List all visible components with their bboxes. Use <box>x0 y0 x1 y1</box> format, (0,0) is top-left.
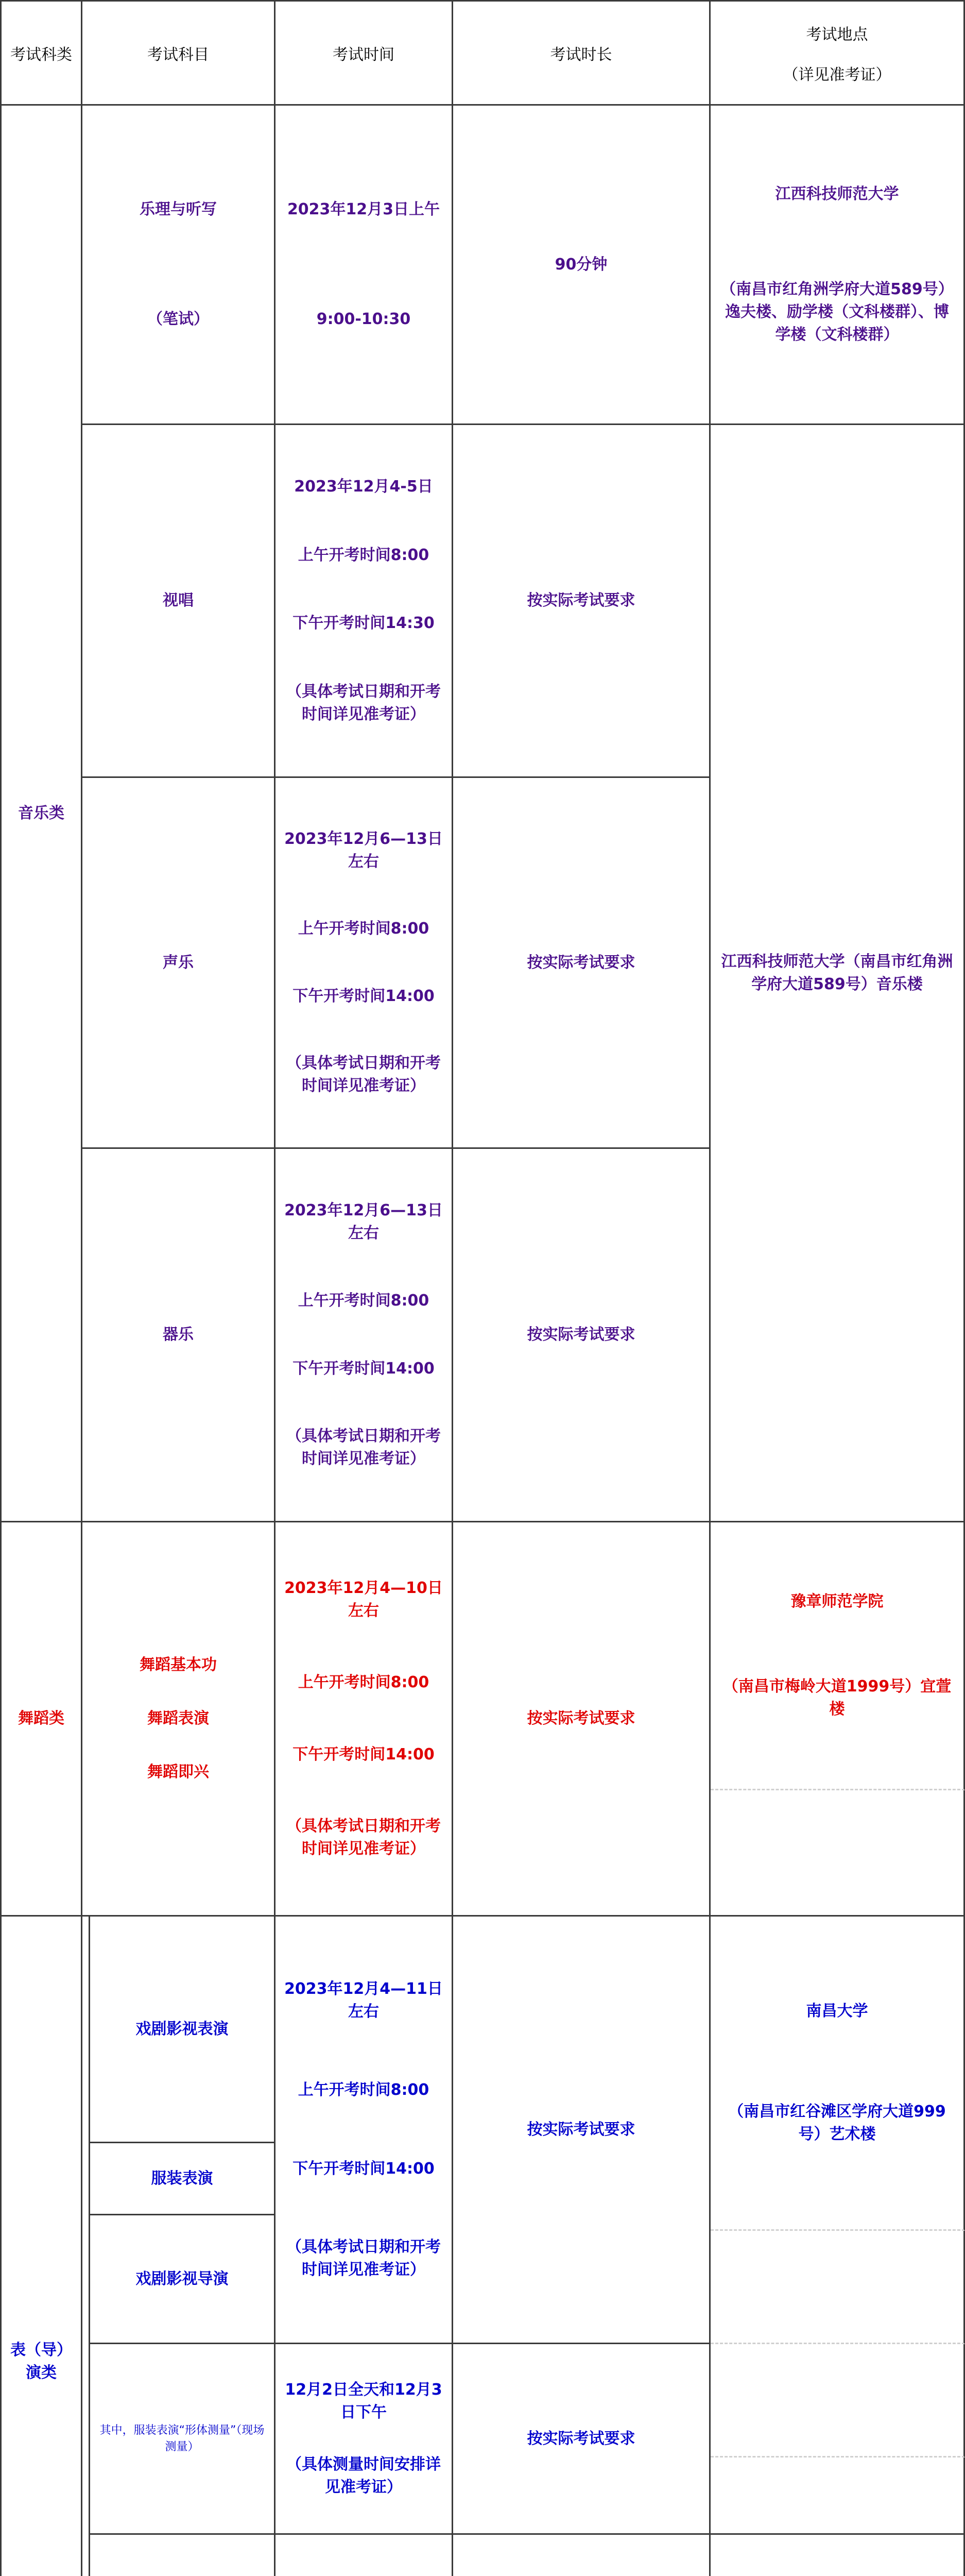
category-drama-label: 表（导）演类 <box>10 2341 72 2382</box>
category-dance-label: 舞蹈类 <box>18 1709 64 1727</box>
music-vocal-morning: 上午开考时间8:00 <box>298 920 429 938</box>
music-sight-singing-duration <box>453 425 711 778</box>
music-shared-location-text: 江西科技师范大学（南昌市红角洲学府大道589号）音乐楼 <box>721 952 953 993</box>
dance-subject-improv: 舞蹈即兴 <box>147 1763 209 1781</box>
drama-location-name: 南昌大学 <box>806 2002 868 2020</box>
music-theory-subject <box>82 106 275 425</box>
music-theory-duration <box>453 106 711 425</box>
music-vocal-afternoon: 下午开考时间14:00 <box>292 987 435 1005</box>
drama-afternoon: 下午开考时间14:00 <box>292 2159 435 2178</box>
music-sight-singing-subject-name: 视唱 <box>163 591 194 609</box>
header-duration-text: 考试时长 <box>550 45 612 64</box>
music-vocal-duration <box>453 778 711 1149</box>
drama-body-measure-date: 12月2日全天和12月3日下午 <box>285 2381 442 2421</box>
drama-location <box>711 1917 965 2231</box>
music-vocal-subject <box>82 778 275 1149</box>
drama-body-measure-duration <box>453 2344 711 2535</box>
header-time <box>275 0 453 106</box>
music-instrumental-time <box>275 1149 453 1522</box>
music-theory-location <box>711 106 965 425</box>
drama-written-time <box>275 2535 453 2576</box>
category-music <box>0 106 82 1522</box>
drama-duration-text: 按实际考试要求 <box>527 2120 635 2139</box>
music-sight-singing-morning: 上午开考时间8:00 <box>298 546 429 564</box>
drama-body-measure-subject-text: 其中，服装表演“形体测量”（现场测量） <box>99 2424 265 2453</box>
header-location <box>711 0 965 106</box>
music-theory-duration-text: 90分钟 <box>555 255 608 274</box>
music-sight-singing-afternoon: 下午开考时间14:30 <box>292 614 435 633</box>
music-shared-location <box>711 425 965 1522</box>
header-time-text: 考试时间 <box>333 45 394 64</box>
drama-location-blank-2 <box>711 2344 965 2458</box>
drama-date: 2023年12月4—11日左右 <box>284 1979 443 2021</box>
music-vocal-subject-name: 声乐 <box>163 953 194 972</box>
music-sight-singing-time <box>275 425 453 778</box>
music-instrumental-note: （具体考试日期和开考时间详见准考证） <box>286 1427 441 1468</box>
drama-written-subject <box>82 2535 275 2576</box>
dance-subject-performance: 舞蹈表演 <box>147 1709 209 1727</box>
header-subject-category <box>0 0 82 106</box>
header-location-text: 考试地点 <box>806 25 868 44</box>
drama-subject-fashion <box>90 2143 275 2215</box>
drama-time <box>275 1917 453 2344</box>
music-instrumental-subject <box>82 1149 275 1522</box>
dance-subject-basic: 舞蹈基本功 <box>140 1656 217 1674</box>
music-instrumental-afternoon: 下午开考时间14:00 <box>292 1359 435 1378</box>
music-vocal-duration-text: 按实际考试要求 <box>527 953 635 972</box>
music-instrumental-duration-text: 按实际考试要求 <box>527 1326 635 1344</box>
dance-afternoon: 下午开考时间14:00 <box>292 1745 435 1764</box>
music-instrumental-subject-name: 器乐 <box>163 1326 194 1344</box>
dance-time <box>275 1522 453 1917</box>
dance-note: （具体考试日期和开考时间详见准考证） <box>286 1817 441 1858</box>
drama-written-location <box>711 2535 965 2576</box>
header-subject-category-text: 考试科类 <box>10 45 72 64</box>
music-instrumental-duration <box>453 1149 711 1522</box>
drama-subject-acting-name: 戏剧影视表演 <box>135 2020 229 2038</box>
drama-morning: 上午开考时间8:00 <box>298 2081 429 2099</box>
drama-location-addr: （南昌市红谷滩区学府大道999号）艺术楼 <box>728 2103 946 2144</box>
music-vocal-note: （具体考试日期和开考时间详见准考证） <box>286 1054 441 1095</box>
category-music-label: 音乐类 <box>18 804 64 822</box>
dance-morning: 上午开考时间8:00 <box>298 1673 429 1692</box>
music-theory-subject-note: （笔试） <box>147 310 209 329</box>
drama-location-blank-1 <box>711 2231 965 2344</box>
header-location-note: （详见准考证） <box>783 65 891 84</box>
category-drama <box>0 1917 82 2576</box>
music-vocal-date: 2023年12月6—13日左右 <box>284 829 443 871</box>
drama-subject-directing <box>90 2215 275 2344</box>
music-sight-singing-subject <box>82 425 275 778</box>
dance-date: 2023年12月4—10日左右 <box>284 1579 443 1620</box>
drama-body-measure-subject <box>90 2344 275 2535</box>
drama-subject-fashion-name: 服装表演 <box>151 2169 213 2188</box>
music-instrumental-date: 2023年12月6—13日左右 <box>284 1201 443 1242</box>
header-subject <box>82 0 275 106</box>
dance-location-blank <box>711 1790 965 1917</box>
header-duration <box>453 0 711 106</box>
music-theory-subject-name: 乐理与听写 <box>140 200 217 218</box>
drama-location-blank-3 <box>711 2458 965 2535</box>
drama-body-measure-note: （具体测量时间安排详见准考证） <box>286 2455 441 2496</box>
dance-duration <box>453 1522 711 1917</box>
drama-written-duration <box>453 2535 711 2576</box>
music-theory-date: 2023年12月3日上午 <box>287 200 440 218</box>
dance-location <box>711 1522 965 1790</box>
drama-subject-indent <box>82 1917 90 2576</box>
dance-duration-text: 按实际考试要求 <box>527 1709 635 1727</box>
music-instrumental-morning: 上午开考时间8:00 <box>298 1292 429 1310</box>
drama-subject-directing-name: 戏剧影视导演 <box>135 2269 229 2288</box>
music-vocal-time <box>275 778 453 1149</box>
drama-body-measure-duration-text: 按实际考试要求 <box>527 2429 635 2448</box>
music-theory-location-addr: （南昌市红角洲学府大道589号）逸夫楼、励学楼（文科楼群）、博学楼（文科楼群） <box>720 280 954 344</box>
category-dance <box>0 1522 82 1917</box>
dance-subjects <box>82 1522 275 1917</box>
music-theory-hours: 9:00-10:30 <box>316 310 411 329</box>
dance-location-name: 豫章师范学院 <box>790 1592 884 1611</box>
music-sight-singing-duration-text: 按实际考试要求 <box>527 591 635 609</box>
dance-location-addr: （南昌市梅岭大道1999号）宜萱楼 <box>722 1677 952 1719</box>
drama-note: （具体考试日期和开考时间详见准考证） <box>286 2238 441 2279</box>
drama-subject-acting <box>90 1917 275 2143</box>
drama-duration <box>453 1917 711 2344</box>
header-subject-text: 考试科目 <box>147 45 209 64</box>
music-sight-singing-date: 2023年12月4-5日 <box>294 478 433 496</box>
drama-body-measure-time <box>275 2344 453 2535</box>
music-sight-singing-note: （具体考试日期和开考时间详见准考证） <box>286 682 441 723</box>
music-theory-time <box>275 106 453 425</box>
music-theory-location-name: 江西科技师范大学 <box>775 185 899 204</box>
